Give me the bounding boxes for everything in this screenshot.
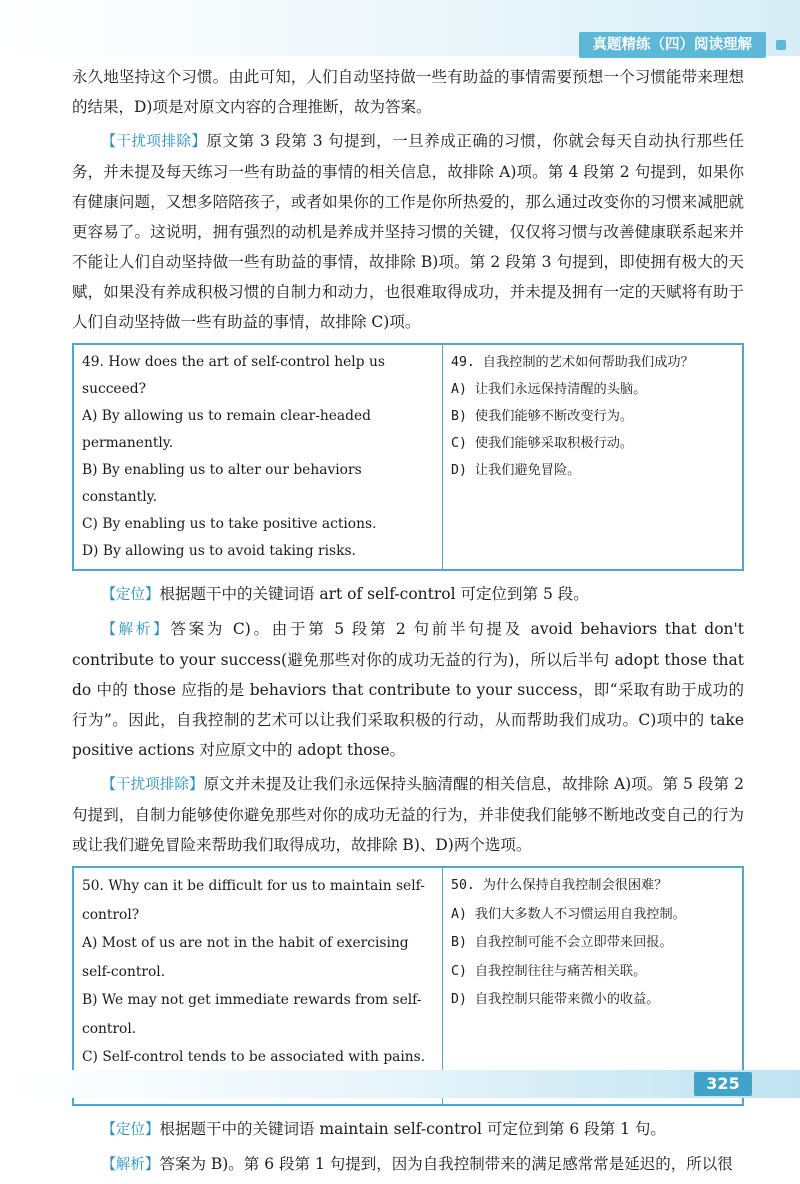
q49-stem: 49. How does the art of self-control help us succeed? [82, 354, 385, 397]
q49-option-d: D) By allowing us to avoid taking risks. [82, 543, 356, 559]
question-49-table [72, 343, 744, 571]
q50-option-a-zh: A) 我们大多数人不习惯运用自我控制。 [451, 906, 686, 922]
q50-option-b-zh: B) 自我控制可能不会立即带来回报。 [451, 935, 673, 950]
distractor-text: 原文并未提及让我们永远保持头脑清醒的相关信息，故排除 A)项。第 5 段第 2 句提到，自制力能够使你避免那些对你的成功无益的行为，并非使我们能够不断地改变自己的行为或让我们避免冒险来帮助我们取得成功，故排除 B)、D)两个选项。 [72, 775, 744, 854]
q49-option-c: C) By enabling us to take positive actions. [82, 516, 377, 532]
q49-distractor [72, 769, 744, 860]
distractor-tag: 【干扰项排除】 [101, 777, 204, 793]
q50-explain [72, 1149, 744, 1180]
q49-locate [72, 579, 744, 610]
q49-option-a-zh: A) 让我们永远保持清醒的头脑。 [451, 382, 647, 397]
q50-option-c-zh: C) 自我控制往往与痛苦相关联。 [451, 963, 647, 979]
q49-option-d-zh: D) 让我们避免冒险。 [451, 463, 581, 478]
locate-tag: 【定位】 [101, 587, 160, 603]
header-decoration [776, 40, 786, 50]
explain-text: 答案为 C)。由于第 5 段第 2 句前半句提及 avoid behaviors that don't contribute to your success(避免那些对你的成功无益的行为)，所以后半句 adopt those that do 中的 those 应指的是 behaviors that contribute to your success，即“采取有助于成功的行为”。因此，自我控制的艺术可以让我们采取积极的行动，从而帮助我们成功。C)项中的 take positive actions 对应原文中的 adopt those。 [72, 620, 744, 759]
locate-tag: 【定位】 [101, 1122, 160, 1138]
page-number: 325 [694, 1072, 752, 1096]
q49-option-a: A) By allowing us to remain clear-headed permanently. [82, 408, 371, 451]
q49-option-b-zh: B) 使我们能够不断改变行为。 [451, 409, 634, 424]
locate-text: 根据题干中的关键词语 art of self-control 可定位到第 5 段。 [159, 585, 589, 603]
explain-tag: 【解析】 [101, 622, 171, 638]
q50-stem: 50. Why can it be difficult for us to maintain self-control? [82, 878, 425, 923]
footer-band [0, 1070, 800, 1098]
distractor-tag: 【干扰项排除】 [101, 134, 207, 150]
locate-text: 根据题干中的关键词语 maintain self-control 可定位到第 6 段第 1 句。 [159, 1120, 666, 1138]
explain-tag: 【解析】 [101, 1157, 160, 1173]
question-49-chinese [443, 344, 744, 570]
q49-option-c-zh: C) 使我们能够采取积极行动。 [451, 436, 634, 451]
page-content [72, 62, 744, 1184]
q50-option-a: A) Most of us are not in the habit of exercising self-control. [82, 935, 409, 980]
section-title: 真题精练（四）阅读理解 [579, 32, 767, 58]
q50-option-b: B) We may not get immediate rewards from self-control. [82, 992, 422, 1037]
q50-option-d-zh: D) 自我控制只能带来微小的收益。 [451, 992, 660, 1007]
q50-stem-zh: 50. 为什么保持自我控制会很困难？ [451, 878, 668, 893]
question-49-english [73, 344, 443, 570]
q49-explain [72, 614, 744, 765]
q49-stem-zh: 49. 自我控制的艺术如何帮助我们成功？ [451, 355, 694, 370]
explain-text: 答案为 B)。第 6 段第 1 句提到，因为自我控制带来的满足感常常是延迟的，所以很 [159, 1155, 733, 1173]
paragraph-continuation: 永久地坚持这个习惯。由此可知，人们自动坚持做一些有助益的事情需要预想一个习惯能带来理想的结果，D)项是对原文内容的合理推断，故为答案。 [72, 68, 744, 116]
paragraph-distractor-48 [72, 126, 744, 337]
distractor-text: 原文第 3 段第 3 句提到，一旦养成正确的习惯，你就会每天自动执行那些任务，并未提及每天练习一些有助益的事情的相关信息，故排除 A)项。第 4 段第 2 句提到，如果你有健康问题，又想多陪陪孩子，或者如果你的工作是你所热爱的，那么通过改变你的习惯来减肥就更容易了。这说明，拥有强烈的动机是养成并坚持习惯的关键，仅仅将习惯与改善健康联系起来并不能让人们自动坚持做一些有助益的事情，故排除 B)项。第 2 段第 3 句提到，即使拥有极大的天赋，如果没有养成积极习惯的自制力和动力，也很难取得成功，并未提及拥有一定的天赋将有助于人们自动坚持做一些有助益的事情，故排除 C)项。 [72, 132, 744, 331]
q49-option-b: B) By enabling us to alter our behaviors constantly. [82, 462, 362, 505]
q50-option-c: C) Self-control tends to be associated with pains. [82, 1049, 426, 1065]
